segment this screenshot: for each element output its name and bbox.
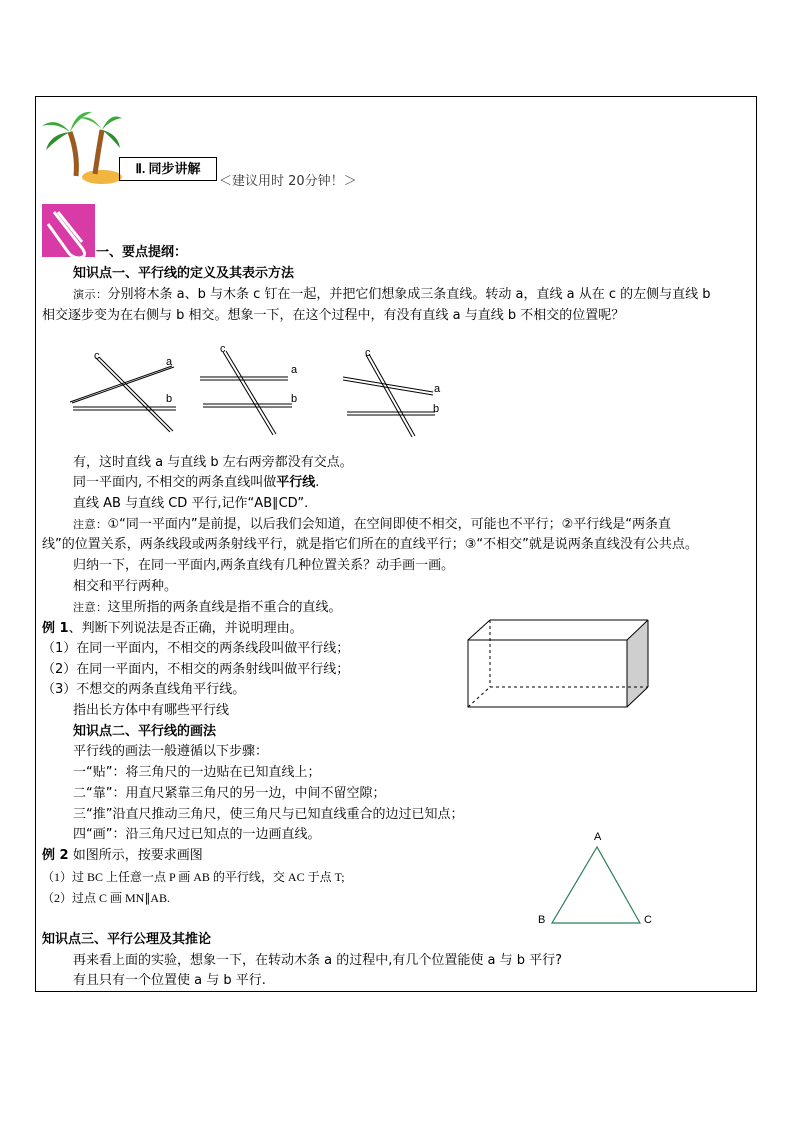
fig2-label-b: b — [291, 393, 298, 405]
kp2-step-4: 四“画”：沿三角尺过已知点的一边画直线。 — [73, 827, 321, 842]
kp3-title: 知识点三、平行公理及其推论 — [42, 932, 212, 947]
note-text-1: ①“同一平面内”是前提，以后我们会知道，在空间即使不相交，可能也不平行；②平行线是“两条直 — [107, 517, 672, 532]
cuboid-figure — [464, 610, 678, 710]
paperclip-icon — [42, 204, 98, 258]
note-text-2: 线”的位置关系，两条线段或两条射线平行，就是指它们所在的直线平行；③“不相交”就是说两条直线没有公共点。 — [42, 537, 698, 552]
section-label: Ⅱ. 同步讲解 — [119, 157, 217, 181]
note-label: 注意： — [73, 518, 108, 531]
example1-item-1: （1）在同一平面内，不相交的两条线段叫做平行线； — [42, 641, 350, 656]
summary-answer: 相交和平行两种。 — [73, 579, 178, 594]
fig3-label-a: a — [434, 383, 441, 395]
example2-item-1: （1）过 BC 上任意一点 P 画 AB 的平行线，交 AC 于点 T; — [42, 870, 345, 884]
kp1-title: 知识点一、平行线的定义及其表示方法 — [73, 266, 295, 281]
example1-label: 例 1 — [42, 621, 69, 636]
example2-question: 如图所示，按要求画图 — [68, 848, 203, 863]
fig2-label-a: a — [291, 364, 298, 376]
triangle-label-a: A — [594, 831, 602, 843]
fig3-label-c: c — [365, 347, 371, 359]
time-hint: ＜建议用时 20分钟！＞ — [219, 174, 357, 189]
fig1-label-b: b — [166, 393, 173, 405]
rods-figure — [60, 340, 460, 442]
fig1-label-c: c — [94, 350, 100, 362]
fig2-label-c: c — [220, 343, 226, 355]
example1-item-2: （2）在同一平面内，不相交的两条射线叫做平行线； — [42, 662, 350, 677]
definition-suffix: . — [315, 475, 320, 490]
kp2-step-3: 三“推”沿直尺推动三角尺，使三角尺与已知直线重合的边过已知点； — [73, 807, 464, 822]
demo-label: 演示： — [73, 288, 108, 301]
definition-prefix: 同一平面内, 不相交的两条直线叫做 — [73, 475, 277, 490]
kp2-intro: 平行线的画法一般遵循以下步骤： — [73, 744, 269, 759]
triangle-figure — [535, 826, 655, 930]
summary-text: 归纳一下，在同一平面内,两条直线有几种位置关系？动手画一画。 — [73, 558, 455, 573]
kp2-step-2: 二“靠”：用直尺紧靠三角尺的另一边，中间不留空隙； — [73, 786, 386, 801]
palm-island-icon — [40, 104, 122, 186]
demo-text-2: 相交逐步变为在右侧与 b 相交。想象一下，在这个过程中，有没有直线 a 与直线 b 不相交的位置呢？ — [42, 308, 625, 323]
note2-label: 注意： — [73, 601, 108, 614]
note2-text: 这里所指的两条直线是指不重合的直线。 — [107, 600, 342, 615]
kp2-title: 知识点二、平行线的画法 — [73, 724, 217, 739]
fig1-label-a: a — [166, 356, 173, 368]
definition-term: 平行线 — [276, 475, 316, 490]
fig3-label-b: b — [433, 403, 440, 415]
answer-text: 有，这时直线 a 与直线 b 左右两旁都没有交点。 — [73, 455, 353, 470]
example2-item-2: （2）过点 C 画 MN∥AB. — [42, 891, 171, 905]
outline-heading: 一、要点提纲： — [96, 245, 188, 260]
kp3-line-2: 有且只有一个位置使 a 与 b 平行. — [73, 973, 266, 988]
example1-extra: 指出长方体中有哪些平行线 — [73, 703, 230, 718]
triangle-label-b: B — [538, 914, 546, 926]
kp3-line-1: 再来看上面的实验，想象一下，在转动木条 a 的过程中,有几个位置能使 a 与 b 平行? — [73, 953, 563, 968]
example1-item-3: （3）不想交的两条直线角平行线。 — [42, 682, 246, 697]
example2-label: 例 2 — [42, 848, 69, 863]
example1-question: 、判断下列说法是否正确，并说明理由。 — [68, 621, 303, 636]
kp2-step-1: 一“贴”：将三角尺的一边贴在已知直线上； — [73, 765, 321, 780]
notation-text: 直线 AB 与直线 CD 平行,记作“AB∥CD”. — [73, 496, 309, 511]
triangle-label-c: C — [644, 914, 652, 926]
demo-text-1: 分别将木条 a、b 与木条 c 钉在一起，并把它们想象成三条直线。转动 a，直线 a 从在 c 的左侧与直线 b — [107, 287, 711, 302]
